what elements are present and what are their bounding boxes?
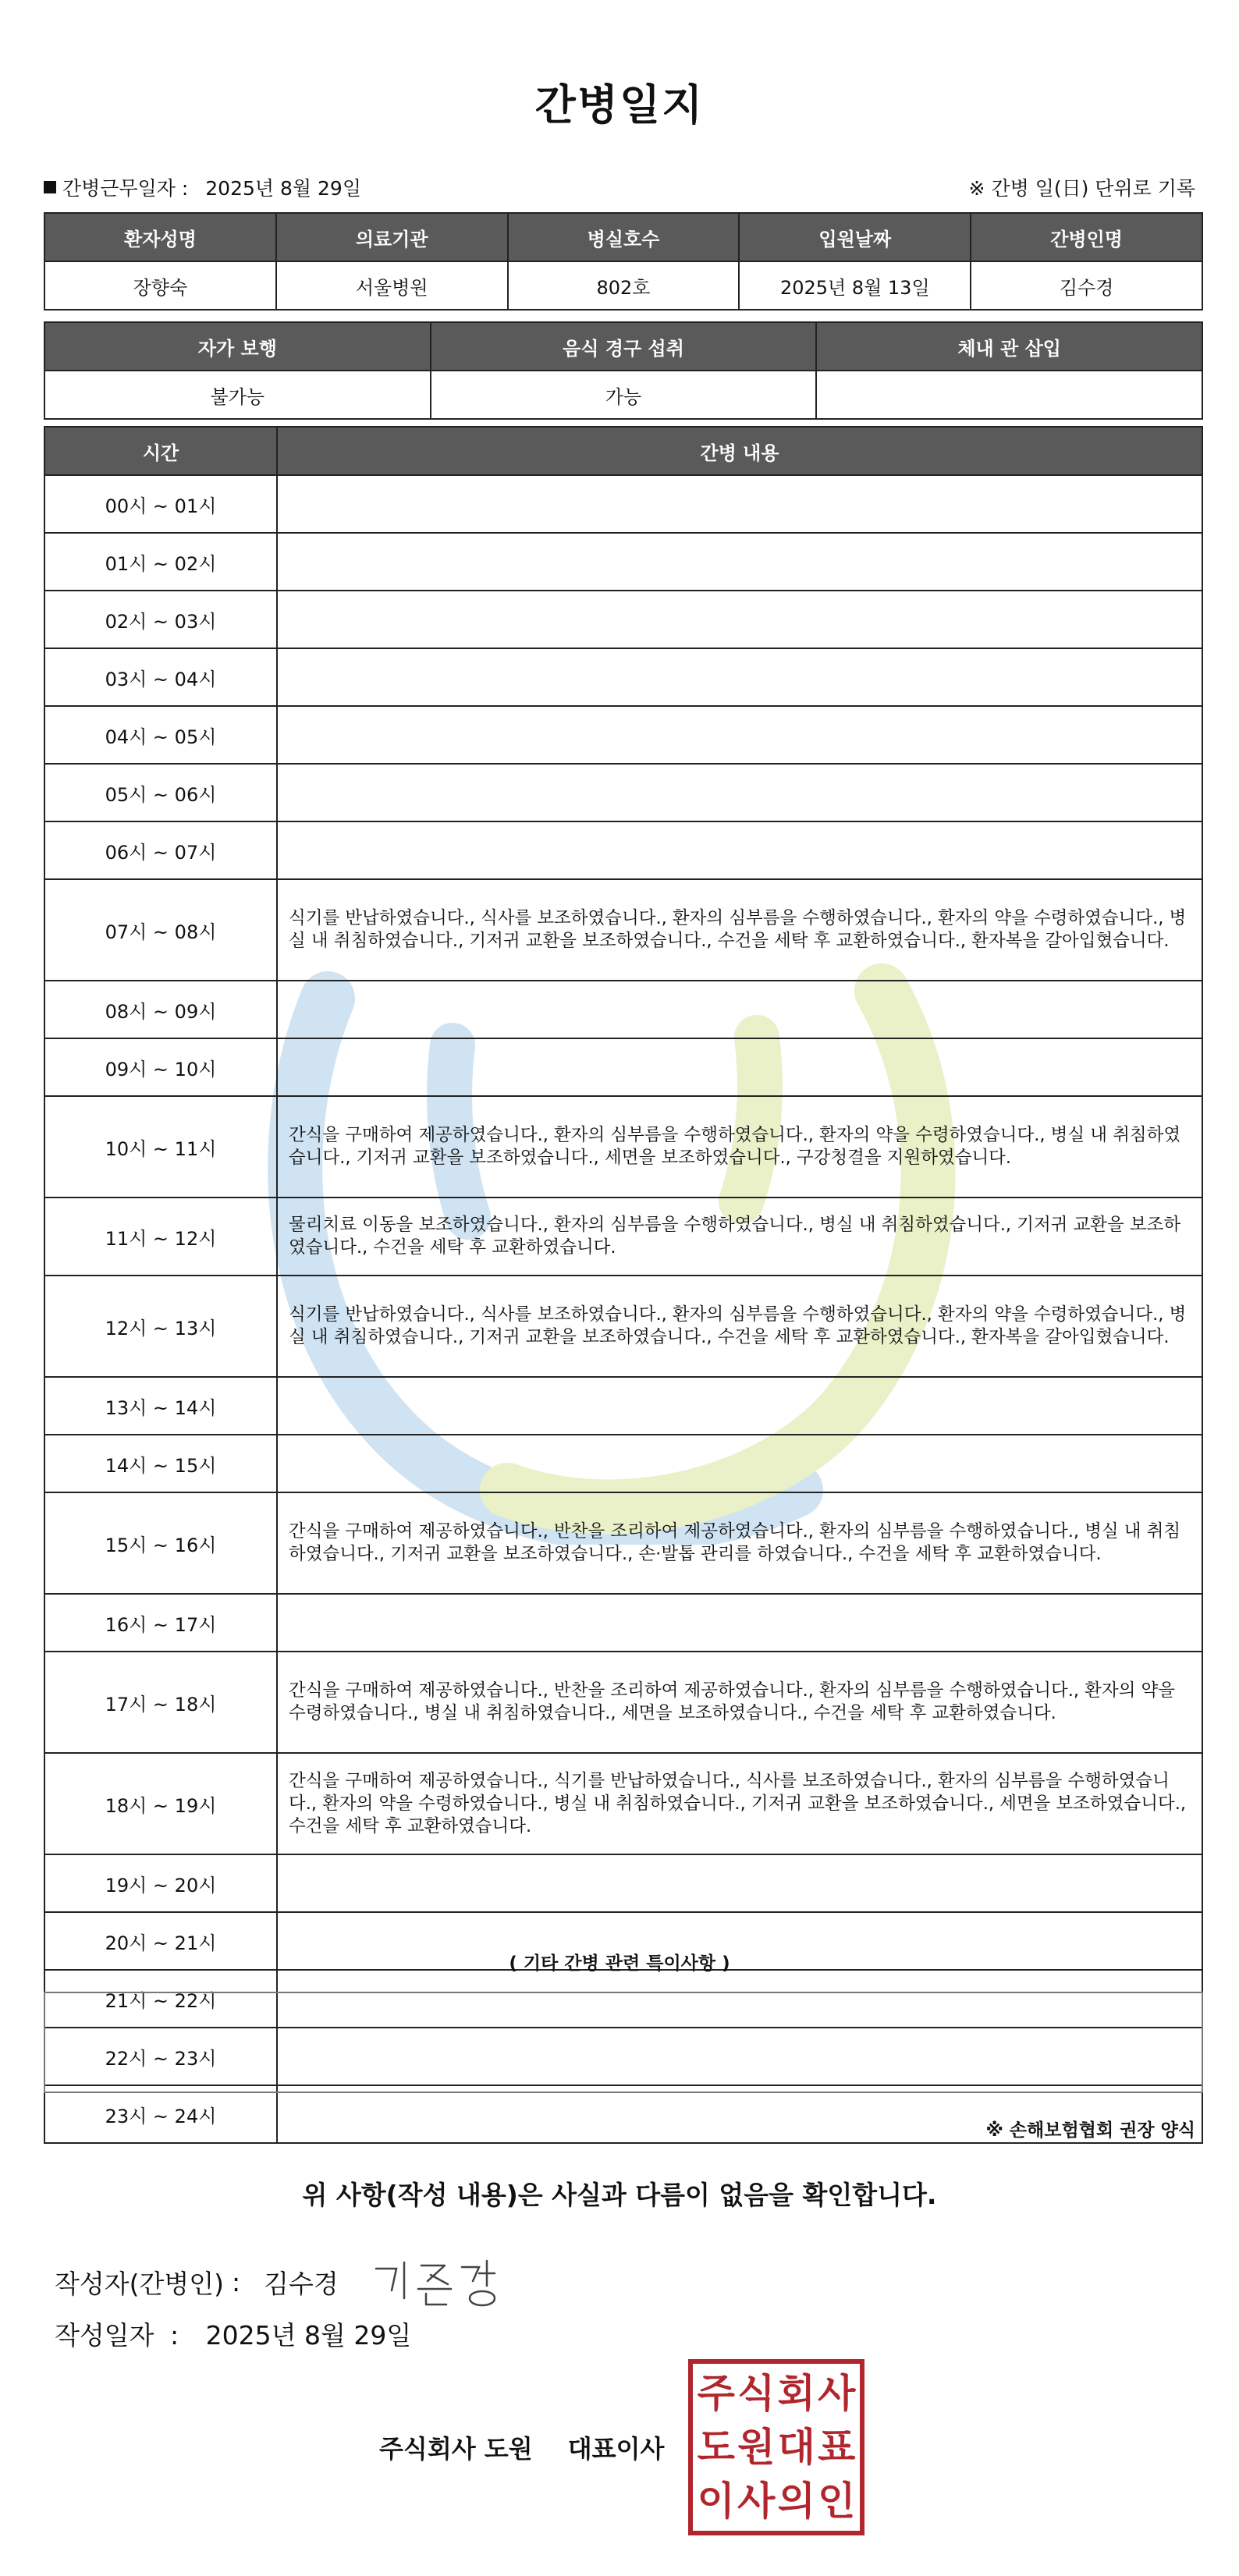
company-seal-icon: 주 식 회 사 도 원 대 표 이 사 의 인 (688, 2359, 864, 2535)
written-date-label: 작성일자 (55, 2320, 154, 2351)
table-row (44, 1753, 1202, 1854)
time-slot: 16시 ~ 17시 (44, 1594, 277, 1652)
care-content (277, 821, 1202, 879)
table-row (44, 648, 1202, 706)
table-row (44, 1198, 1202, 1276)
table-row (44, 1096, 1202, 1198)
care-content: 간식을 구매하여 제공하였습니다., 식기를 반납하였습니다., 식사를 보조하였습니다., 환자의 심부름을 수행하였습니다., 환자의 약을 수령하였습니다., 병실 내 취침하였습니다., 기저귀 교환을 보조하였습니다., 세면을 보조하였습니다., 수건을 세탁 후 교환하였습니다. (277, 1753, 1202, 1854)
care-content (277, 706, 1202, 764)
table-row (44, 1435, 1202, 1492)
time-slot: 05시 ~ 06시 (44, 764, 277, 821)
care-content: 간식을 구매하여 제공하였습니다., 환자의 심부름을 수행하였습니다., 환자의 약을 수령하였습니다., 병실 내 취침하였습니다., 기저귀 교환을 보조하였습니다., 세면을 보조하였습니다., 구강청결을 지원하였습니다. (277, 1096, 1202, 1198)
care-content (277, 1038, 1202, 1096)
care-content: 간식을 구매하여 제공하였습니다., 반찬을 조리하여 제공하였습니다., 환자의 심부름을 수행하였습니다., 환자의 약을 수령하였습니다., 병실 내 취침하였습니다., 세면을 보조하였습니다., 수건을 세탁 후 교환하였습니다. (277, 1652, 1202, 1753)
table-row (44, 371, 1202, 419)
time-slot: 10시 ~ 11시 (44, 1096, 277, 1198)
care-content: 식기를 반납하였습니다., 식사를 보조하였습니다., 환자의 심부름을 수행하였습니다., 환자의 약을 수령하였습니다., 병실 내 취침하였습니다., 기저귀 교환을 보조하였습니다., 수건을 세탁 후 교환하였습니다., 환자복을 갈아입혔습니다. (277, 1276, 1202, 1377)
caregiver-name: 김수경 (971, 261, 1202, 310)
time-slot: 12시 ~ 13시 (44, 1276, 277, 1377)
table-row (44, 1038, 1202, 1096)
table-header-row (44, 213, 1202, 261)
time-slot: 15시 ~ 16시 (44, 1492, 277, 1594)
tube-insertion-value (816, 371, 1202, 419)
oral-intake-value: 가능 (431, 371, 817, 419)
table-header-row (44, 322, 1202, 371)
patient-name: 장향숙 (44, 261, 276, 310)
time-slot: 11시 ~ 12시 (44, 1198, 277, 1276)
writer-line (55, 2255, 510, 2309)
table-row (44, 1377, 1202, 1435)
care-content (277, 533, 1202, 591)
care-content (277, 1854, 1202, 1912)
care-content (277, 475, 1202, 533)
writer-colon: : (232, 2266, 241, 2297)
care-content (277, 981, 1202, 1038)
header-care-content: 간병 내용 (277, 427, 1202, 475)
notes-box (44, 1992, 1203, 2093)
form-note: ※ 손해보험협회 권장 양식 (985, 2120, 1195, 2141)
time-slot: 01시 ~ 02시 (44, 533, 277, 591)
header-hospital: 의료기관 (276, 213, 508, 261)
time-slot: 03시 ~ 04시 (44, 648, 277, 706)
company-name: 주식회사 도원 (379, 2434, 533, 2464)
writer-label: 작성자(간병인) (55, 2268, 225, 2299)
table-row (44, 533, 1202, 591)
time-slot: 04시 ~ 05시 (44, 706, 277, 764)
time-slot: 22시 ~ 23시 (44, 2028, 277, 2085)
time-slot: 07시 ~ 08시 (44, 879, 277, 981)
table-row (44, 1492, 1202, 1594)
time-slot: 19시 ~ 20시 (44, 1854, 277, 1912)
written-date-colon: : (170, 2320, 179, 2351)
care-content (277, 1377, 1202, 1435)
care-content: 식기를 반납하였습니다., 식사를 보조하였습니다., 환자의 심부름을 수행하였습니다., 환자의 약을 수령하였습니다., 병실 내 취침하였습니다., 기저귀 교환을 보조하였습니다., 수건을 세탁 후 교환하였습니다., 환자복을 갈아입혔습니다. (277, 879, 1202, 981)
written-date-value: 2025년 8월 29일 (205, 2320, 412, 2351)
document-title: 간병일지 (534, 80, 705, 130)
representative-title: 대표이사 (567, 2434, 665, 2464)
time-slot: 21시 ~ 22시 (44, 1970, 277, 2028)
time-slot: 23시 ~ 24시 (44, 2085, 277, 2143)
time-slot: 14시 ~ 15시 (44, 1435, 277, 1492)
signature-icon (370, 2255, 510, 2309)
work-date (44, 173, 361, 201)
care-content: 간식을 구매하여 제공하였습니다., 반찬을 조리하여 제공하였습니다., 환자의 심부름을 수행하였습니다., 병실 내 취침하였습니다., 기저귀 교환을 보조하였습니다., 손·발톱 관리를 하였습니다., 수건을 세탁 후 교환하였습니다. (277, 1492, 1202, 1594)
header-admission-date: 입원날짜 (739, 213, 971, 261)
time-slot: 17시 ~ 18시 (44, 1652, 277, 1753)
company-line (379, 2429, 664, 2465)
care-content (277, 1435, 1202, 1492)
header-patient-name: 환자성명 (44, 213, 276, 261)
room-number: 802호 (508, 261, 740, 310)
table-row (44, 764, 1202, 821)
header-time: 시간 (44, 427, 277, 475)
hospital: 서울병원 (276, 261, 508, 310)
table-row (44, 1652, 1202, 1753)
time-slot: 06시 ~ 07시 (44, 821, 277, 879)
header-tube-insertion: 체내 관 삽입 (816, 322, 1202, 371)
care-content (277, 764, 1202, 821)
time-slot: 02시 ~ 03시 (44, 591, 277, 648)
header-room: 병실호수 (508, 213, 740, 261)
table-row (44, 879, 1202, 981)
header-self-walking: 자가 보행 (44, 322, 431, 371)
table-row (44, 591, 1202, 648)
care-content (277, 1594, 1202, 1652)
confirmation-text: 위 사항(작성 내용)은 사실과 다름이 없음을 확인합니다. (302, 2180, 937, 2210)
header-oral-intake: 음식 경구 섭취 (431, 322, 817, 371)
care-content (277, 648, 1202, 706)
table-row (44, 475, 1202, 533)
time-slot: 00시 ~ 01시 (44, 475, 277, 533)
table-row (44, 1276, 1202, 1377)
time-slot: 13시 ~ 14시 (44, 1377, 277, 1435)
written-date-line (55, 2315, 411, 2352)
table-row (44, 981, 1202, 1038)
table-row (44, 821, 1202, 879)
patient-status-table (44, 321, 1203, 420)
notes-title: ( 기타 간병 관련 특이사항 ) (509, 1953, 730, 1974)
table-row (44, 261, 1202, 310)
table-row (44, 1594, 1202, 1652)
writer-name: 김수경 (264, 2268, 339, 2299)
work-date-value: 2025년 8월 29일 (205, 177, 361, 200)
patient-info-table (44, 212, 1203, 310)
time-slot: 08시 ~ 09시 (44, 981, 277, 1038)
care-schedule-table (44, 426, 1203, 2144)
admission-date: 2025년 8월 13일 (739, 261, 971, 310)
time-slot: 20시 ~ 21시 (44, 1912, 277, 1970)
self-walking-value: 불가능 (44, 371, 431, 419)
unit-note: ※ 간병 일(日) 단위로 기록 (968, 177, 1195, 200)
table-row (44, 706, 1202, 764)
care-content: 물리치료 이동을 보조하였습니다., 환자의 심부름을 수행하였습니다., 병실 내 취침하였습니다., 기저귀 교환을 보조하였습니다., 수건을 세탁 후 교환하였습니다. (277, 1198, 1202, 1276)
care-content (277, 591, 1202, 648)
table-header-row (44, 427, 1202, 475)
time-slot: 18시 ~ 19시 (44, 1753, 277, 1854)
table-row (44, 1854, 1202, 1912)
time-slot: 09시 ~ 10시 (44, 1038, 277, 1096)
square-bullet-icon (44, 181, 56, 193)
work-date-label: 간병근무일자 : (62, 177, 189, 200)
header-caregiver-name: 간병인명 (971, 213, 1202, 261)
